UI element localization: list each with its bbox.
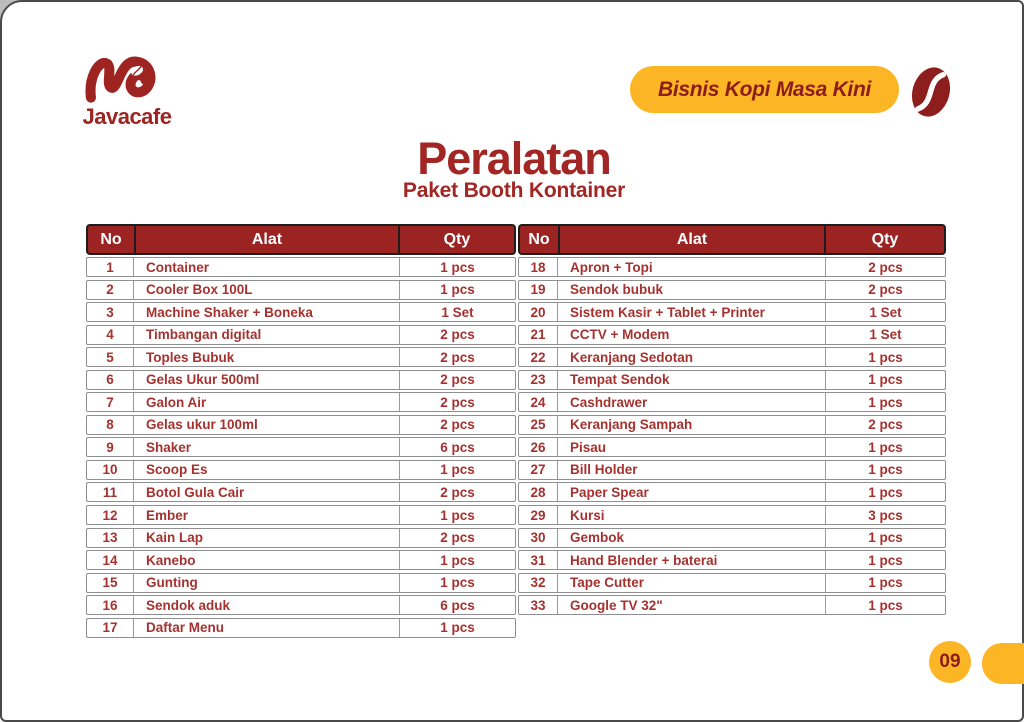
- table-row: [518, 280, 946, 300]
- row-alat: Tempat Sendok: [557, 371, 825, 389]
- equipment-tables: [86, 224, 946, 640]
- row-no: 14: [102, 552, 118, 568]
- table-row: [86, 370, 516, 390]
- row-no: 28: [530, 484, 546, 500]
- row-no: 15: [102, 575, 118, 591]
- row-alat: Keranjang Sedotan: [557, 348, 825, 366]
- row-no: 12: [102, 507, 118, 523]
- row-alat: Daftar Menu: [133, 619, 399, 637]
- row-alat: Container: [133, 258, 399, 276]
- table-row: [518, 528, 946, 548]
- table-body: [518, 257, 946, 615]
- row-alat: Gunting: [133, 574, 399, 592]
- equipment-table-left: [86, 224, 516, 640]
- row-no: 11: [102, 484, 118, 500]
- row-no: 27: [530, 462, 546, 478]
- row-qty: 1 pcs: [399, 461, 515, 479]
- table-row: [86, 392, 516, 412]
- table-row: [518, 302, 946, 322]
- row-qty: 2 pcs: [399, 393, 515, 411]
- table-row: [86, 325, 516, 345]
- row-alat: Sendok aduk: [133, 596, 399, 614]
- row-no: 19: [530, 282, 546, 298]
- row-qty: 6 pcs: [399, 596, 515, 614]
- row-alat: Kanebo: [133, 551, 399, 569]
- table-row: [86, 505, 516, 525]
- row-qty: 1 pcs: [399, 574, 515, 592]
- row-alat: CCTV + Modem: [557, 326, 825, 344]
- row-no: 9: [106, 439, 114, 455]
- row-qty: 1 pcs: [825, 529, 945, 547]
- row-no: 4: [106, 327, 114, 343]
- row-no: 18: [530, 259, 546, 275]
- table-row: [86, 618, 516, 638]
- javacafe-squiggle-icon: [84, 54, 170, 106]
- row-no: 21: [530, 327, 546, 343]
- row-no: 24: [530, 394, 546, 410]
- row-qty: 1 pcs: [825, 574, 945, 592]
- table-row: [86, 347, 516, 367]
- row-qty: 2 pcs: [825, 281, 945, 299]
- row-alat: Kursi: [557, 506, 825, 524]
- row-no: 16: [102, 597, 118, 613]
- row-qty: 1 pcs: [399, 551, 515, 569]
- equipment-table-right: [518, 224, 946, 640]
- row-qty: 1 Set: [825, 303, 945, 321]
- row-qty: 1 pcs: [399, 281, 515, 299]
- row-no: 29: [530, 507, 546, 523]
- page-number-badge: [929, 641, 971, 683]
- table-row: [86, 415, 516, 435]
- table-row: [86, 257, 516, 277]
- table-row: [86, 437, 516, 457]
- row-alat: Galon Air: [133, 393, 399, 411]
- row-alat: Keranjang Sampah: [557, 416, 825, 434]
- row-no: 13: [102, 530, 118, 546]
- row-alat: Paper Spear: [557, 483, 825, 501]
- table-row: [518, 325, 946, 345]
- table-row: [86, 528, 516, 548]
- row-no: 33: [530, 597, 546, 613]
- page-number: 09: [939, 651, 961, 672]
- row-qty: 2 pcs: [825, 258, 945, 276]
- row-qty: 1 pcs: [825, 596, 945, 614]
- row-qty: 2 pcs: [825, 416, 945, 434]
- row-no: 20: [530, 304, 546, 320]
- table-row: [518, 437, 946, 457]
- row-no: 22: [530, 349, 546, 365]
- table-row: [518, 392, 946, 412]
- badge-label: Bisnis Kopi Masa Kini: [657, 77, 872, 101]
- row-qty: 2 pcs: [399, 529, 515, 547]
- col-header-alat: Alat: [134, 226, 398, 253]
- row-alat: Apron + Topi: [557, 258, 825, 276]
- table-row: [86, 280, 516, 300]
- col-header-alat: Alat: [558, 226, 824, 253]
- row-qty: 3 pcs: [825, 506, 945, 524]
- row-alat: Machine Shaker + Boneka: [133, 303, 399, 321]
- row-alat: Cashdrawer: [557, 393, 825, 411]
- row-qty: 1 pcs: [825, 483, 945, 501]
- col-header-qty: Qty: [398, 226, 514, 253]
- row-no: 3: [106, 304, 114, 320]
- row-alat: Shaker: [133, 438, 399, 456]
- table-row: [518, 460, 946, 480]
- row-qty: 1 pcs: [399, 258, 515, 276]
- row-no: 31: [530, 552, 546, 568]
- row-no: 1: [106, 259, 114, 275]
- row-no: 25: [530, 417, 546, 433]
- col-header-qty: Qty: [824, 226, 944, 253]
- row-qty: 2 pcs: [399, 416, 515, 434]
- row-no: 6: [106, 372, 114, 388]
- table-row: [518, 347, 946, 367]
- row-qty: 1 pcs: [825, 551, 945, 569]
- table-row: [518, 370, 946, 390]
- table-row: [86, 550, 516, 570]
- row-qty: 2 pcs: [399, 348, 515, 366]
- row-no: 23: [530, 372, 546, 388]
- row-alat: Bill Holder: [557, 461, 825, 479]
- row-alat: Sendok bubuk: [557, 281, 825, 299]
- col-header-no: No: [100, 230, 122, 248]
- row-alat: Gelas ukur 100ml: [133, 416, 399, 434]
- row-qty: 2 pcs: [399, 371, 515, 389]
- table-row: [86, 302, 516, 322]
- table-row: [518, 595, 946, 615]
- row-alat: Scoop Es: [133, 461, 399, 479]
- row-alat: Kain Lap: [133, 529, 399, 547]
- row-alat: Pisau: [557, 438, 825, 456]
- row-alat: Gembok: [557, 529, 825, 547]
- badge-pill: [630, 66, 899, 113]
- row-qty: 1 Set: [399, 303, 515, 321]
- row-alat: Tape Cutter: [557, 574, 825, 592]
- page-subtitle: Paket Booth Kontainer: [402, 179, 626, 202]
- row-qty: 6 pcs: [399, 438, 515, 456]
- coffee-bean-icon: [907, 64, 955, 120]
- row-no: 17: [102, 620, 118, 636]
- table-row: [86, 595, 516, 615]
- row-qty: 1 pcs: [825, 438, 945, 456]
- page-title: Peralatan: [417, 133, 611, 184]
- row-qty: 1 pcs: [399, 619, 515, 637]
- table-row: [518, 415, 946, 435]
- row-qty: 1 pcs: [825, 461, 945, 479]
- table-row: [518, 257, 946, 277]
- row-alat: Timbangan digital: [133, 326, 399, 344]
- table-row: [518, 573, 946, 593]
- row-qty: 2 pcs: [399, 483, 515, 501]
- row-qty: 1 pcs: [825, 371, 945, 389]
- table-row: [86, 573, 516, 593]
- row-no: 8: [106, 417, 114, 433]
- col-header-no: No: [528, 230, 550, 248]
- row-qty: 2 pcs: [399, 326, 515, 344]
- table-row: [86, 482, 516, 502]
- row-alat: Ember: [133, 506, 399, 524]
- row-alat: Sistem Kasir + Tablet + Printer: [557, 303, 825, 321]
- row-qty: 1 pcs: [825, 348, 945, 366]
- row-alat: Gelas Ukur 500ml: [133, 371, 399, 389]
- row-alat: Google TV 32": [557, 596, 825, 614]
- table-header: [518, 224, 946, 255]
- row-qty: 1 Set: [825, 326, 945, 344]
- row-no: 5: [106, 349, 114, 365]
- brand-name: Javacafe: [82, 104, 172, 129]
- row-no: 26: [530, 439, 546, 455]
- row-no: 10: [102, 462, 118, 478]
- table-row: [86, 460, 516, 480]
- javacafe-logo: [68, 54, 186, 130]
- table-header: [86, 224, 516, 255]
- row-no: 7: [106, 394, 114, 410]
- side-accent-pill: [982, 643, 1024, 684]
- row-no: 32: [530, 575, 546, 591]
- row-alat: Hand Blender + baterai: [557, 551, 825, 569]
- table-row: [518, 482, 946, 502]
- table-row: [518, 505, 946, 525]
- row-alat: Toples Bubuk: [133, 348, 399, 366]
- row-qty: 1 pcs: [399, 506, 515, 524]
- table-body: [86, 257, 516, 638]
- table-row: [518, 550, 946, 570]
- row-no: 2: [106, 282, 114, 298]
- row-alat: Cooler Box 100L: [133, 281, 399, 299]
- row-alat: Botol Gula Cair: [133, 483, 399, 501]
- row-no: 30: [530, 530, 546, 546]
- row-qty: 1 pcs: [825, 393, 945, 411]
